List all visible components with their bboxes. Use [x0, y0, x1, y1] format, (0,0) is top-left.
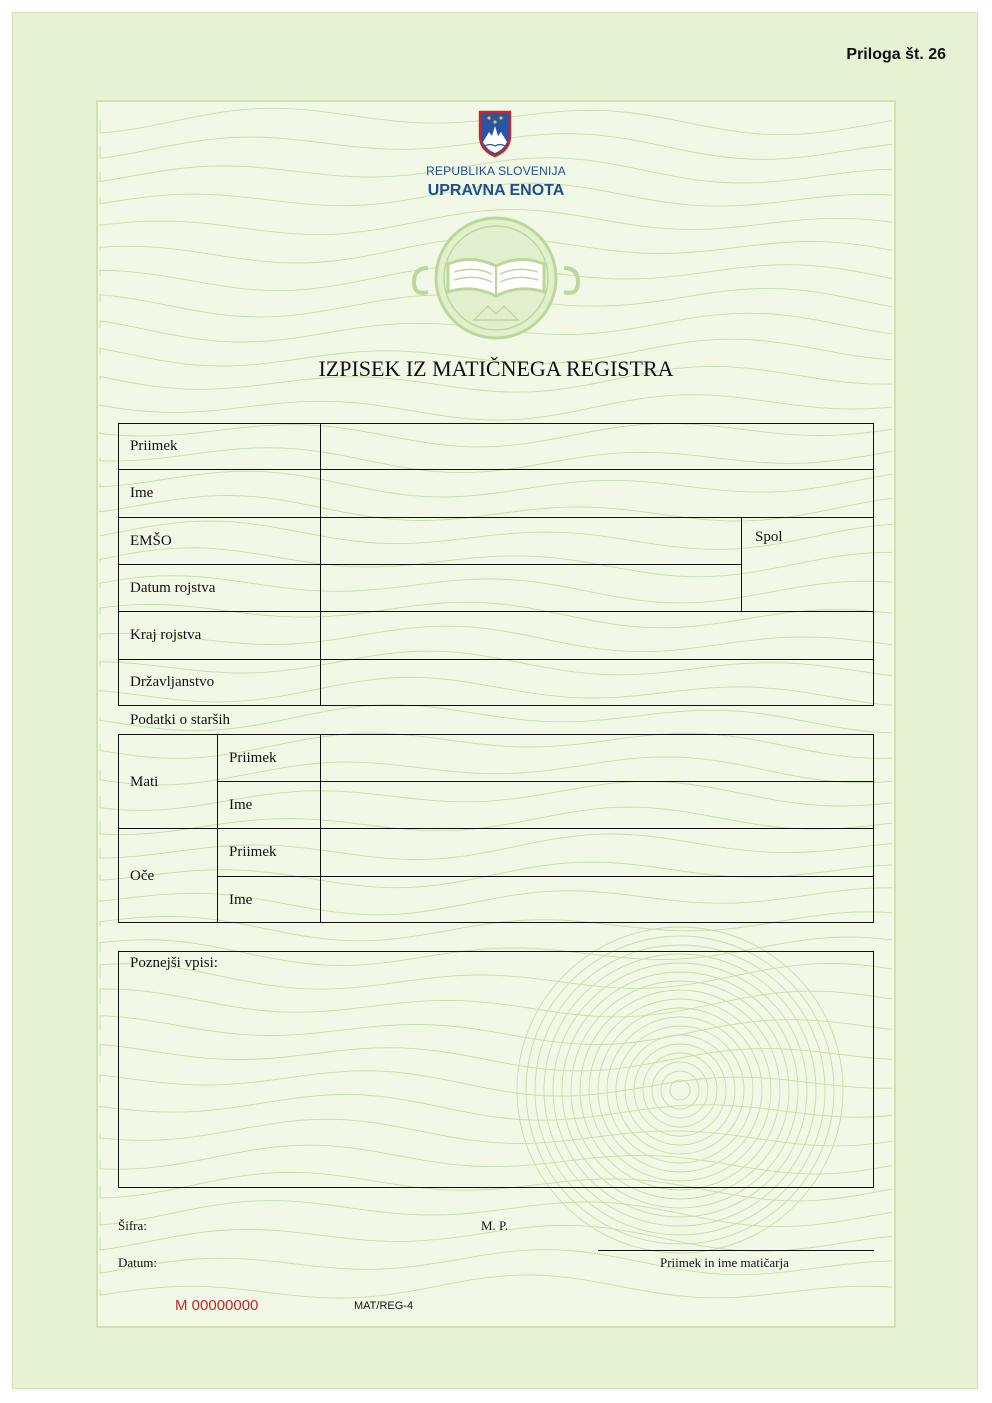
registrar-label: Priimek in ime matičarja — [660, 1255, 789, 1270]
later-entries-label: Poznejši vpisi: — [130, 955, 218, 971]
father-name-label: Ime — [229, 892, 253, 908]
father-label: Oče — [130, 868, 155, 884]
sex-label: Spol — [755, 529, 783, 545]
table-divider — [118, 517, 874, 518]
table-divider — [217, 781, 874, 782]
form-code: MAT/REG-4 — [354, 1300, 414, 1312]
open-book-emblem-icon — [408, 214, 584, 344]
document-title: IZPISEK IZ MATIČNEGA REGISTRA — [318, 356, 674, 381]
mother-label: Mati — [130, 774, 159, 790]
table-divider — [217, 876, 874, 877]
stamp-label: M. P. — [481, 1218, 509, 1233]
serial-number: M 00000000 — [175, 1297, 259, 1314]
mother-surname-label: Priimek — [229, 750, 277, 766]
parents-section-label: Podatki o starših — [130, 712, 230, 728]
birth-place-label: Kraj rojstva — [130, 627, 202, 643]
table-divider — [118, 564, 741, 565]
date-label: Datum: — [118, 1255, 157, 1270]
mother-name-label: Ime — [229, 797, 253, 813]
emso-label: EMŠO — [130, 533, 172, 549]
name-label: Ime — [130, 485, 154, 501]
administrative-unit-label: UPRAVNA ENOTA — [427, 182, 565, 199]
coat-of-arms-icon — [477, 110, 513, 158]
table-divider — [118, 469, 874, 470]
annex-label: Priloga št. 26 — [846, 46, 946, 63]
code-label: Šifra: — [118, 1218, 147, 1233]
table-divider — [118, 828, 874, 829]
republic-label: REPUBLIKA SLOVENIJA — [426, 164, 566, 178]
surname-label: Priimek — [130, 438, 178, 454]
table-divider — [118, 659, 874, 660]
later-entries-box — [118, 951, 874, 1188]
table-divider — [741, 517, 742, 612]
citizenship-label: Državljanstvo — [130, 674, 215, 690]
father-surname-label: Priimek — [229, 844, 277, 860]
signature-line — [598, 1250, 874, 1251]
table-divider — [118, 611, 874, 612]
birth-date-label: Datum rojstva — [130, 580, 216, 596]
